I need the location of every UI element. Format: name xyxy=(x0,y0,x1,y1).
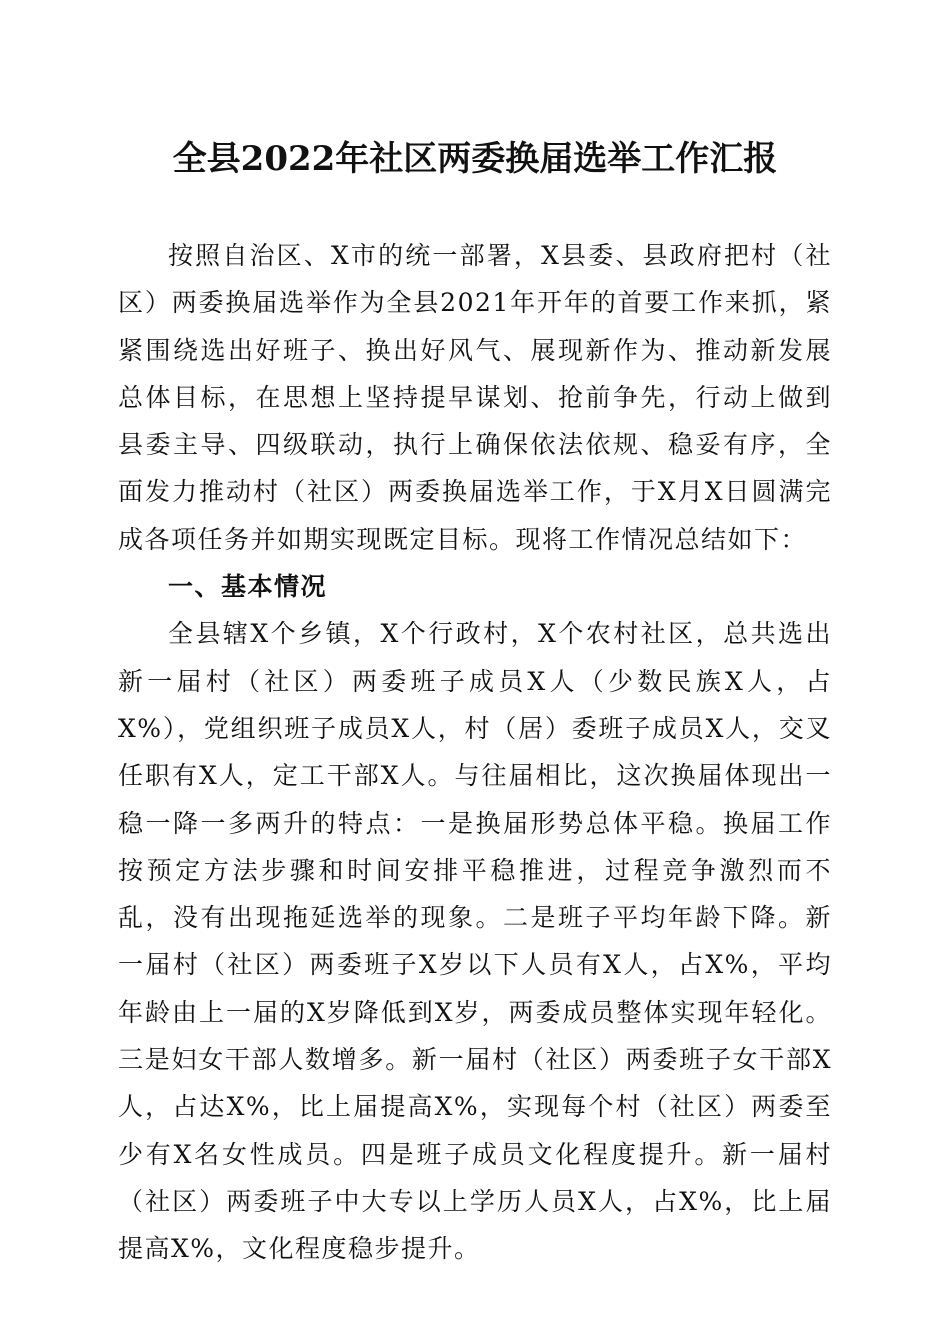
document-body xyxy=(118,232,832,1273)
intro-paragraph: 按照自治区、X市的统一部署，X县委、县政府把村（社区）两委换届选举作为全县2021年开年的首要工作来抓，紧紧围绕选出好班子、换出好风气、展现新作为、推动新发展总体目标，在思想上坚持提早谋划、抢前争先，行动上做到县委主导、四级联动，执行上确保依法依规、稳妥有序，全面发力推动村（社区）两委换届选举工作，于X月X日圆满完成各项任务并如期实现既定目标。现将工作情况总结如下： xyxy=(118,241,832,554)
section-heading: 一、基本情况 xyxy=(168,572,328,602)
basic-situation-paragraph: 全县辖X个乡镇，X个行政村，X个农村社区，总共选出新一届村（社区）两委班子成员X人（少数民族X人，占X%），党组织班子成员X人，村（居）委班子成员X人，交叉任职有X人，定工干部X人。与往届相比，这次换届体现出一稳一降一多两升的特点：一是换届形势总体平稳。换届工作按预定方法步骤和时间安排平稳推进，过程竞争激烈而不乱，没有出现拖延选举的现象。二是班子平均年龄下降。新一届村（社区）两委班子X岁以下人员有X人，占X%，平均年龄由上一届的X岁降低到X岁，两委成员整体实现年轻化。三是妇女干部人数增多。新一届村（社区）两委班子女干部X人，占达X%，比上届提高X%，实现每个村（社区）两委至少有X名女性成员。四是班子成员文化程度提升。新一届村（社区）两委班子中大专以上学历人员X人，占X%，比上届提高X%，文化程度稳步提升。 xyxy=(118,619,832,1264)
document-title: 全县2022年社区两委换届选举工作汇报 xyxy=(172,139,778,179)
